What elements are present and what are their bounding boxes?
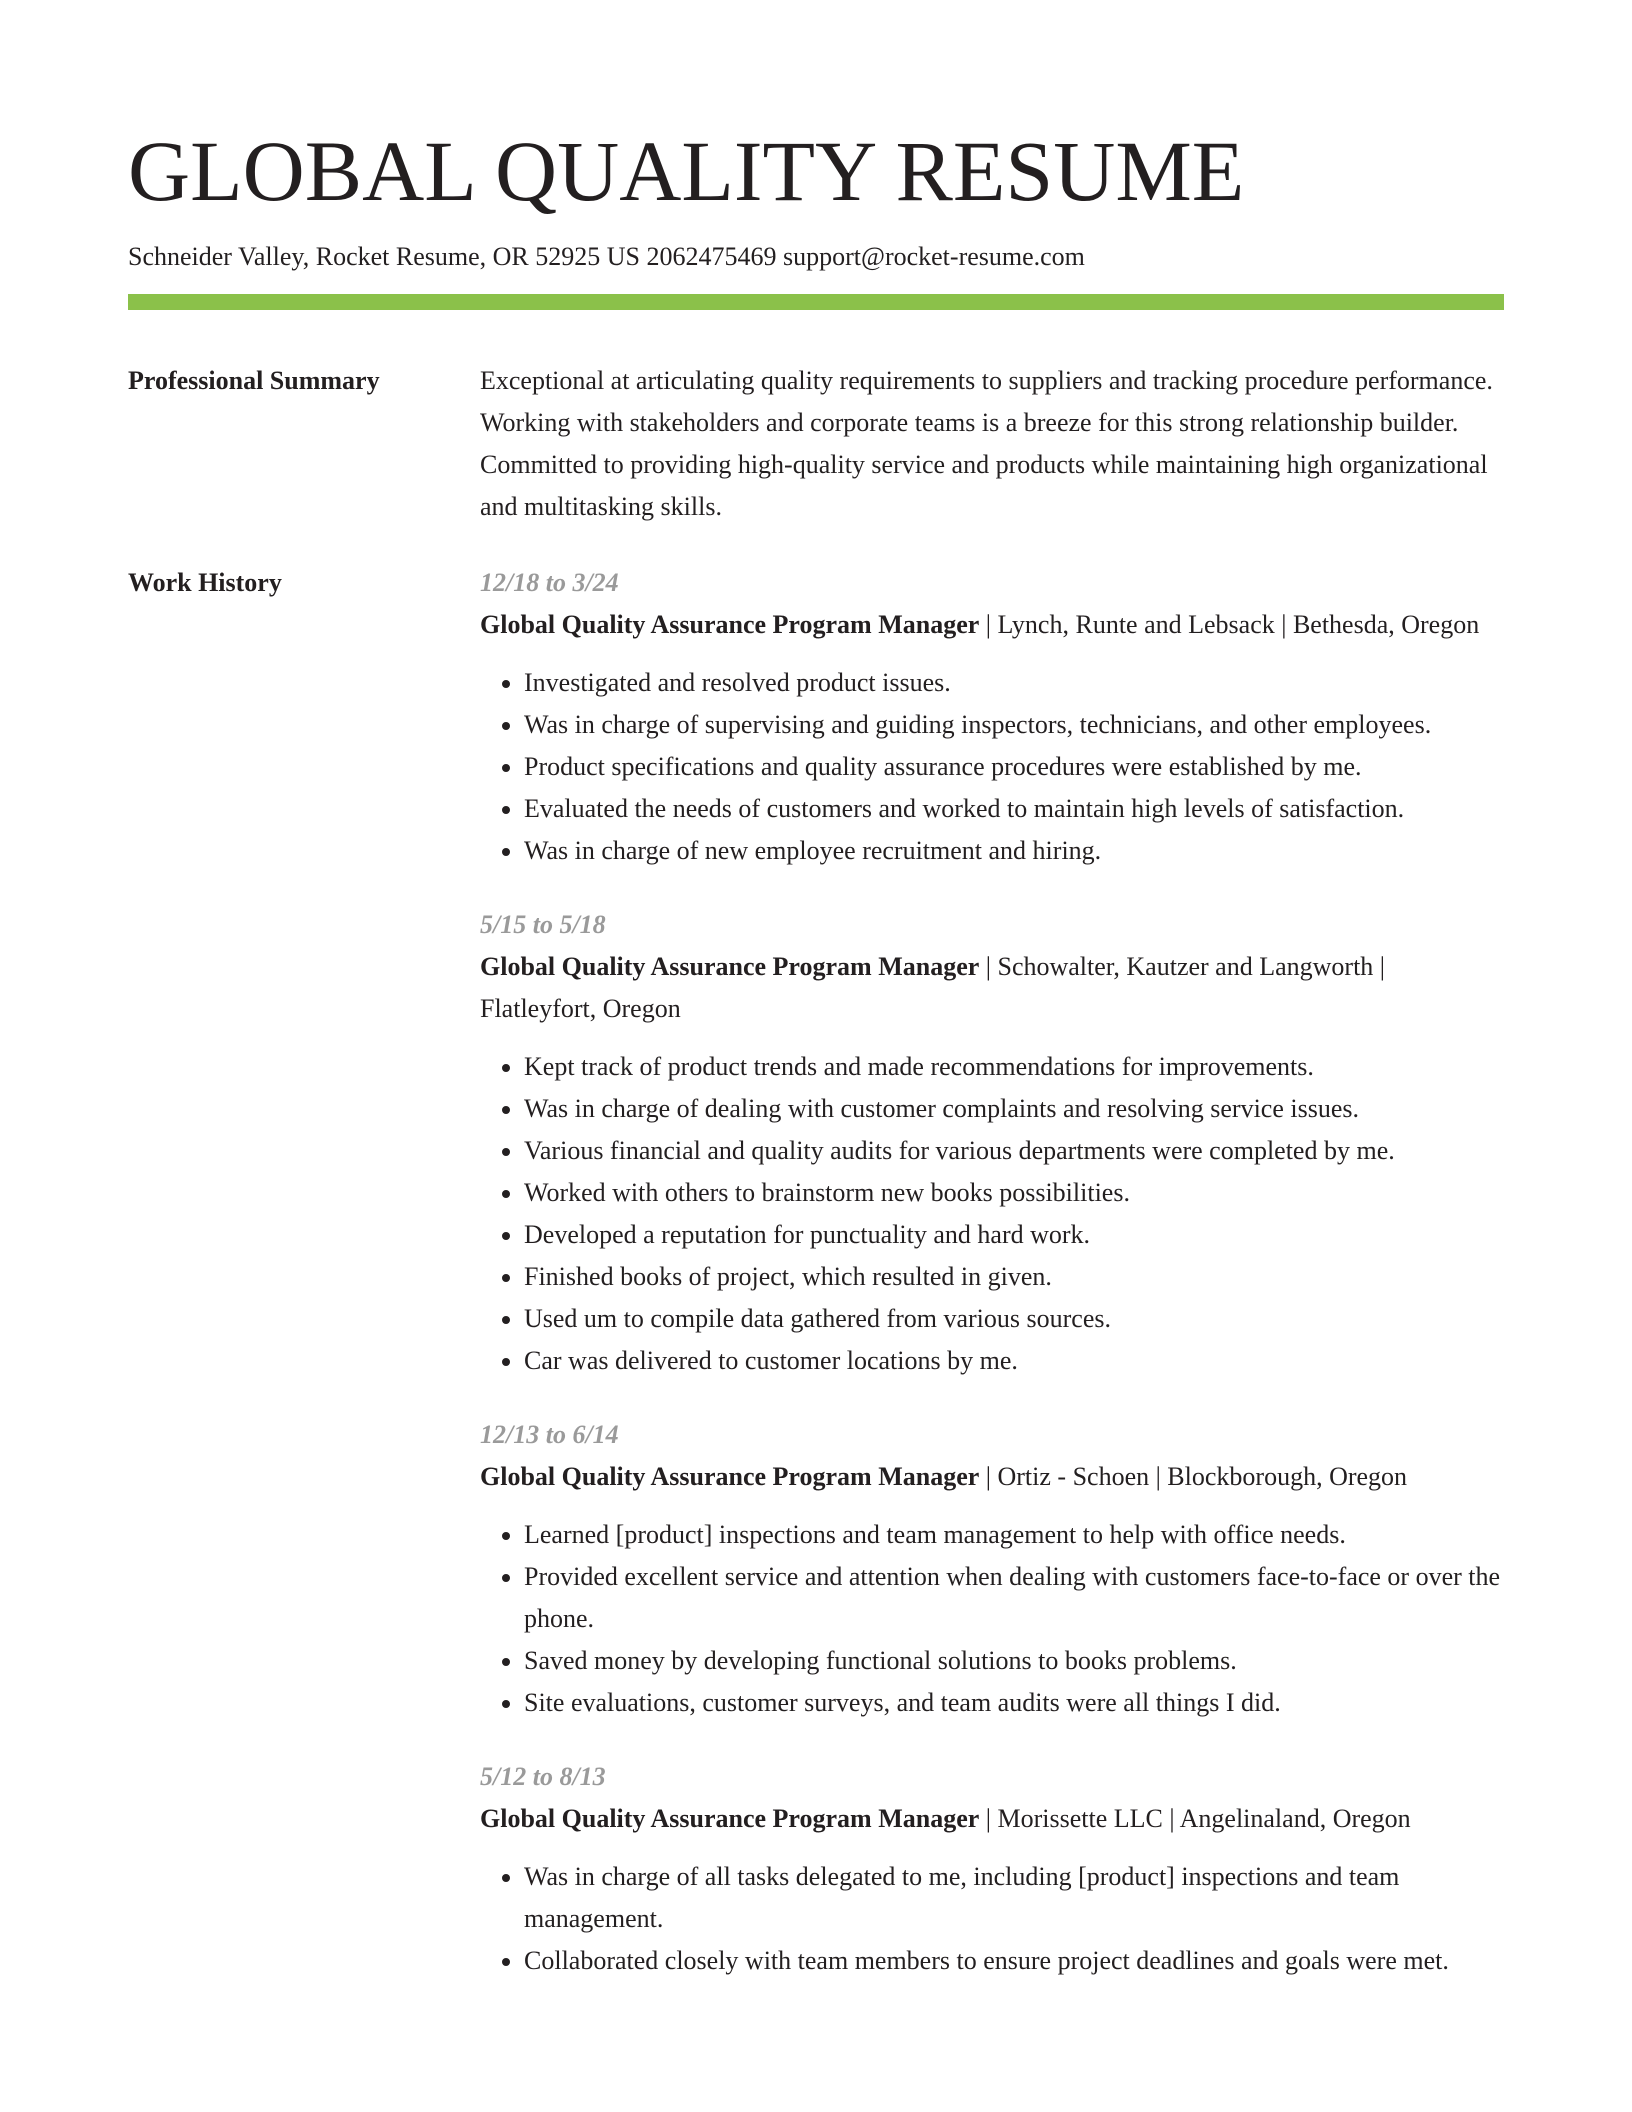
contact-email: support@rocket-resume.com — [783, 242, 1085, 271]
resume-page — [128, 0, 1504, 2014]
job-bullet: • Was in charge of supervising and guiding inspectors, technicians, and other employees. — [524, 704, 1504, 746]
job-title: Global Quality Assurance Program Manager — [480, 1462, 980, 1491]
job-bullet: • Car was delivered to customer locations by me. — [524, 1340, 1504, 1382]
work-history-section — [128, 562, 1504, 2014]
job-bullet: • Investigated and resolved product issues. — [524, 662, 1504, 704]
job-bullet: • Used um to compile data gathered from various sources. — [524, 1298, 1504, 1340]
job-employer-location: | Ortiz - Schoen | Blockborough, Oregon — [979, 1462, 1408, 1491]
summary-body — [480, 360, 1504, 528]
job-heading — [480, 946, 1504, 1030]
job-entry — [480, 1756, 1504, 1982]
job-dates: 12/13 to 6/14 — [480, 1420, 619, 1449]
job-bullet: • Worked with others to brainstorm new books possibilities. — [524, 1172, 1504, 1214]
job-bullet: • Kept track of product trends and made recommendations for improvements. — [524, 1046, 1504, 1088]
job-bullet: • Collaborated closely with team members to ensure project deadlines and goals were met. — [524, 1940, 1504, 1982]
job-employer-location: | Lynch, Runte and Lebsack | Bethesda, Oregon — [979, 610, 1480, 639]
job-bullet: • Was in charge of new employee recruitment and hiring. — [524, 830, 1504, 872]
job-bullet: • Evaluated the needs of customers and worked to maintain high levels of satisfaction. — [524, 788, 1504, 830]
contact-address: Schneider Valley, Rocket Resume, OR 52925 US — [128, 242, 640, 271]
summary-text: Exceptional at articulating quality requirements to suppliers and tracking procedure performance. Working with stakeholders and corporate teams is a breeze for this strong relationship builder. Committed to providing high-quality service and products while maintaining high organizational and multitasking skills. — [480, 366, 1493, 521]
job-bullet: • Learned [product] inspections and team management to help with office needs. — [524, 1514, 1504, 1556]
professional-summary-section — [128, 360, 1504, 528]
job-bullet: • Provided excellent service and attention when dealing with customers face-to-face or over the phone. — [524, 1556, 1504, 1640]
job-bullet-list — [480, 1046, 1504, 1382]
job-bullet-list — [480, 1856, 1504, 1982]
job-bullet: • Product specifications and quality assurance procedures were established by me. — [524, 746, 1504, 788]
job-bullet-list — [480, 1514, 1504, 1724]
job-employer-location: | Schowalter, Kautzer and Langworth | Flatleyfort, Oregon — [480, 952, 1386, 1023]
job-bullet-list — [480, 662, 1504, 872]
job-bullet: • Was in charge of dealing with customer complaints and resolving service issues. — [524, 1088, 1504, 1130]
job-bullet: • Various financial and quality audits for various departments were completed by me. — [524, 1130, 1504, 1172]
contact-line — [128, 240, 1504, 274]
job-dates: 5/15 to 5/18 — [480, 910, 606, 939]
job-bullet: • Saved money by developing functional solutions to books problems. — [524, 1640, 1504, 1682]
job-dates: 12/18 to 3/24 — [480, 568, 619, 597]
section-title-work-history: Work History — [128, 568, 282, 597]
contact-phone: 2062475469 — [646, 242, 777, 271]
work-history-body — [480, 562, 1504, 2014]
job-entry — [480, 562, 1504, 872]
job-heading — [480, 1456, 1504, 1498]
job-employer-location: | Morissette LLC | Angelinaland, Oregon — [979, 1804, 1411, 1833]
job-bullet: • Finished books of project, which resulted in given. — [524, 1256, 1504, 1298]
job-heading — [480, 604, 1504, 646]
section-title-professional-summary: Professional Summary — [128, 366, 380, 395]
header-divider — [128, 294, 1504, 310]
job-title: Global Quality Assurance Program Manager — [480, 1804, 980, 1833]
job-bullet: • Was in charge of all tasks delegated to me, including [product] inspections and team management. — [524, 1856, 1504, 1940]
job-heading — [480, 1798, 1504, 1840]
job-bullet: • Developed a reputation for punctuality and hard work. — [524, 1214, 1504, 1256]
job-bullet: • Site evaluations, customer surveys, and team audits were all things I did. — [524, 1682, 1504, 1724]
job-dates: 5/12 to 8/13 — [480, 1762, 606, 1791]
job-entry — [480, 1414, 1504, 1724]
job-title: Global Quality Assurance Program Manager — [480, 952, 980, 981]
job-title: Global Quality Assurance Program Manager — [480, 610, 980, 639]
job-entry — [480, 904, 1504, 1382]
resume-name: GLOBAL QUALITY RESUME — [128, 123, 1245, 219]
